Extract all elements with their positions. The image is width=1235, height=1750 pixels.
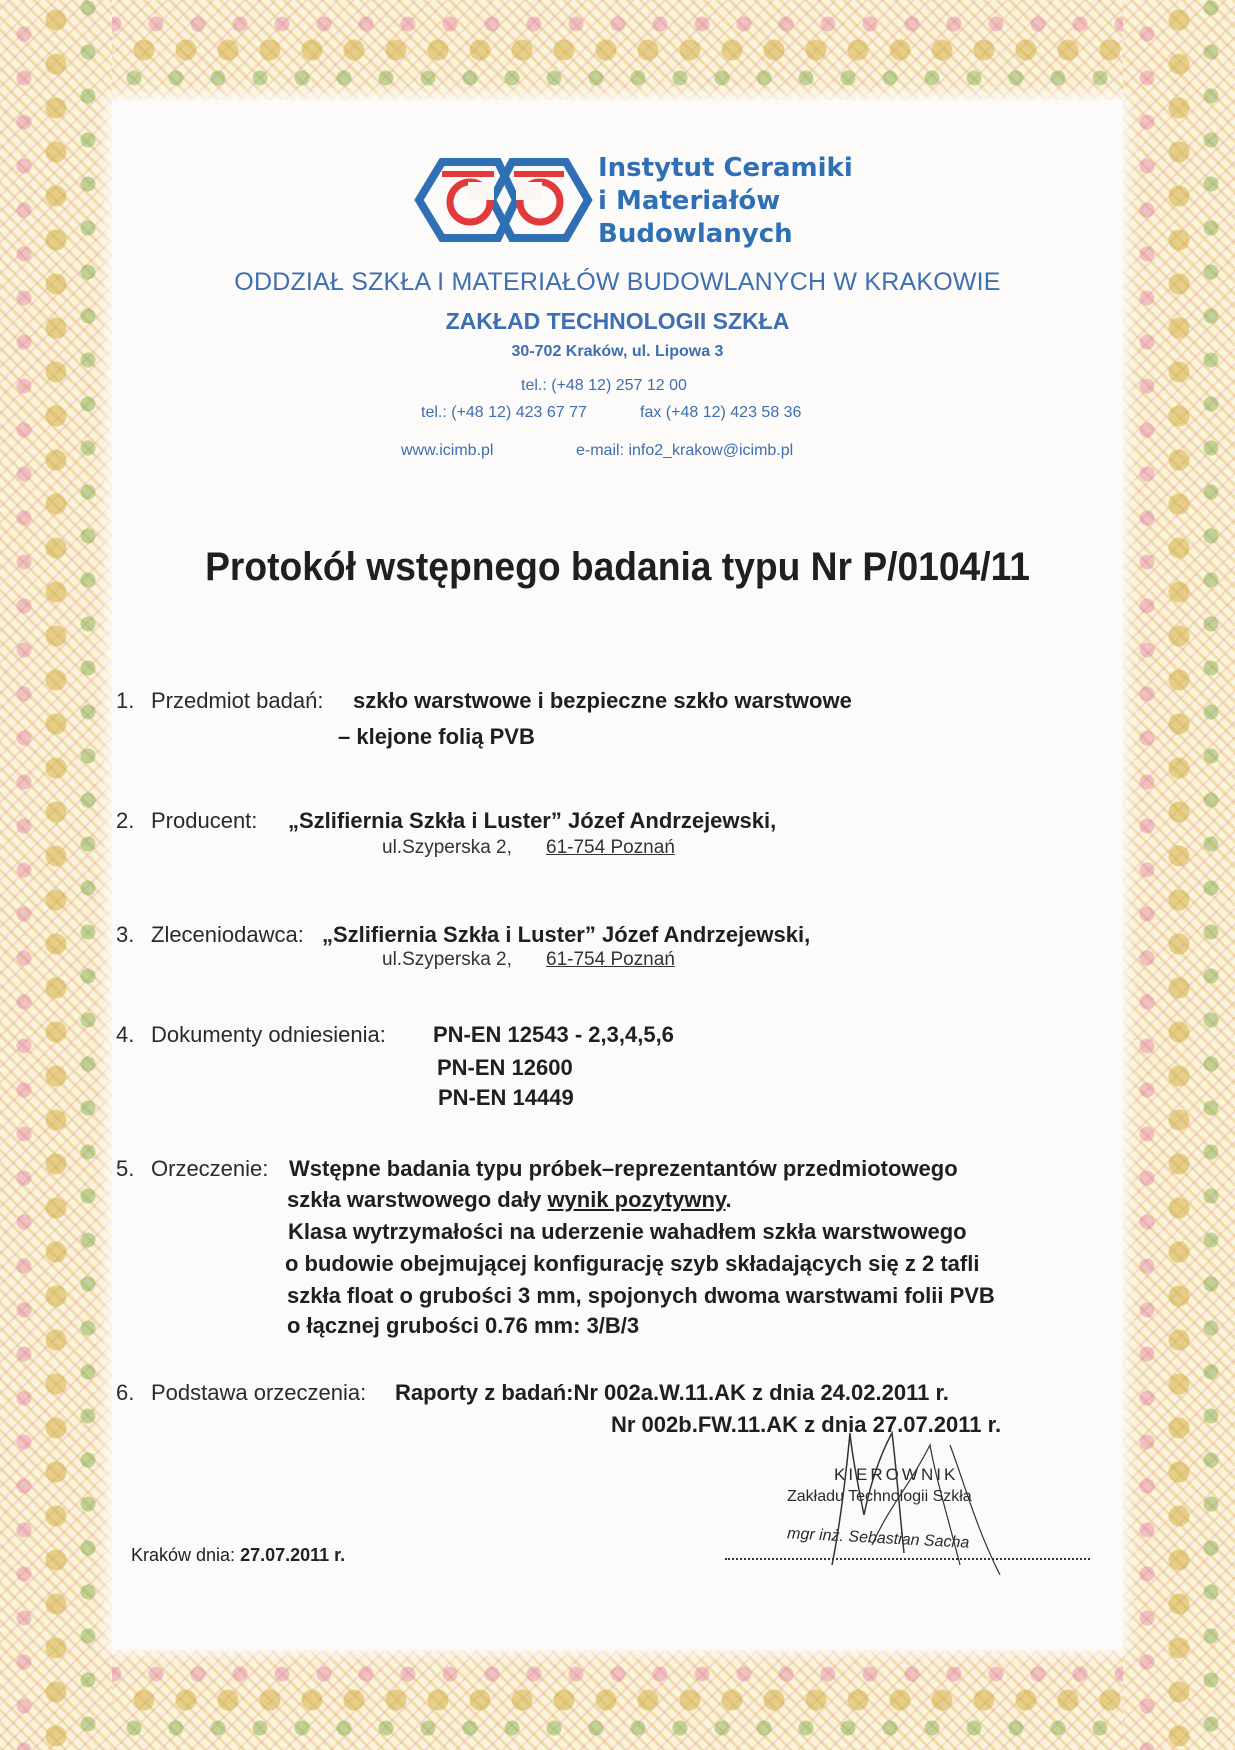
handwritten-signature — [800, 1425, 1030, 1575]
reference-doc-1: PN-EN 12543 - 2,3,4,5,6 — [433, 1022, 674, 1047]
email-link[interactable]: e-mail: info2_krakow@icimb.pl — [576, 442, 794, 459]
client-name: „Szlifiernia Szkła i Luster” Józef Andrzejewski, — [322, 922, 811, 947]
institute-name-line2: i Materiałów — [598, 186, 781, 216]
producer-label: Producent: — [151, 808, 258, 833]
phone-secondary: tel.: (+48 12) 423 67 77 — [421, 404, 587, 421]
verdict-line6-text: o łącznej grubości 0.76 mm: — [287, 1313, 581, 1338]
item-number-1: 1. — [116, 688, 135, 713]
unit-heading: ZAKŁAD TECHNOLOGII SZKŁA — [445, 308, 790, 334]
item-number-5: 5. — [116, 1156, 135, 1181]
phone-main: tel.: (+48 12) 257 12 00 — [521, 377, 687, 394]
item-number-6: 6. — [116, 1380, 135, 1405]
item-number-4: 4. — [116, 1022, 135, 1047]
stamp-name: mgr inż. Sebastian Sacha — [786, 1525, 970, 1552]
subject-line2: – klejone folią PVB — [338, 724, 535, 749]
verdict-line5: szkła float o grubości 3 mm, spojonych dwoma warstwami folii PVB — [287, 1283, 995, 1308]
fax-number: fax (+48 12) 423 58 36 — [640, 404, 802, 421]
producer-street: ul.Szyperska 2, — [382, 837, 512, 858]
reference-doc-3: PN-EN 14449 — [438, 1085, 574, 1110]
impact-class: 3/B/3 — [586, 1313, 640, 1338]
verdict-line6 — [287, 1313, 639, 1339]
verdict-line2 — [287, 1187, 732, 1213]
verdict-result: wynik pozytywny — [547, 1187, 726, 1212]
basis-line1: Raporty z badań:Nr 002a.W.11.AK z dnia 24.02.2011 r. — [395, 1380, 949, 1405]
references-label: Dokumenty odniesienia: — [151, 1022, 386, 1047]
producer-city: 61-754 Poznań — [546, 837, 675, 858]
basis-line2: Nr 002b.FW.11.AK z dnia 27.07.2011 r. — [611, 1412, 1002, 1437]
department-heading: ODDZIAŁ SZKŁA I MATERIAŁÓW BUDOWLANYCH W KRAKOWIE — [234, 268, 1001, 296]
client-street: ul.Szyperska 2, — [382, 949, 512, 970]
stamp-title: KIEROWNIK — [834, 1465, 959, 1484]
place-date-value: 27.07.2011 r. — [240, 1545, 346, 1565]
place-date-label: Kraków dnia: — [131, 1545, 236, 1565]
client-city: 61-754 Poznań — [546, 949, 675, 970]
subject-label: Przedmiot badań: — [151, 688, 324, 713]
subject-line1: szkło warstwowe i bezpieczne szkło warstwowe — [353, 688, 852, 713]
place-date — [131, 1545, 345, 1566]
institute-name-line1: Instytut Ceramiki — [598, 153, 853, 183]
institute-name-line3: Budowlanych — [598, 219, 793, 249]
verdict-label: Orzeczenie: — [151, 1156, 269, 1181]
verdict-line2-text: szkła warstwowego dały — [287, 1187, 542, 1212]
institute-logo-icon — [414, 150, 594, 250]
verdict-line2-end: . — [725, 1187, 732, 1212]
producer-name: „Szlifiernia Szkła i Luster” Józef Andrzejewski, — [288, 808, 777, 833]
verdict-line1: Wstępne badania typu próbek–reprezentantów przedmiotowego — [289, 1156, 958, 1181]
basis-label: Podstawa orzeczenia: — [151, 1380, 367, 1405]
item-number-3: 3. — [116, 922, 135, 947]
stamp-unit: Zakładu Technologii Szkła — [787, 1488, 972, 1505]
item-number-2: 2. — [116, 808, 135, 833]
address: 30-702 Kraków, ul. Lipowa 3 — [511, 343, 724, 360]
reference-doc-2: PN-EN 12600 — [437, 1055, 573, 1080]
client-label: Zleceniodawca: — [151, 922, 304, 947]
verdict-line4: o budowie obejmującej konfigurację szyb składających się z 2 tafli — [285, 1251, 980, 1276]
website-link[interactable]: www.icimb.pl — [401, 442, 494, 459]
protocol-title: Protokół wstępnego badania typu Nr P/0104/11 — [205, 545, 1030, 589]
verdict-line3: Klasa wytrzymałości na uderzenie wahadłem szkła warstwowego — [288, 1219, 967, 1244]
